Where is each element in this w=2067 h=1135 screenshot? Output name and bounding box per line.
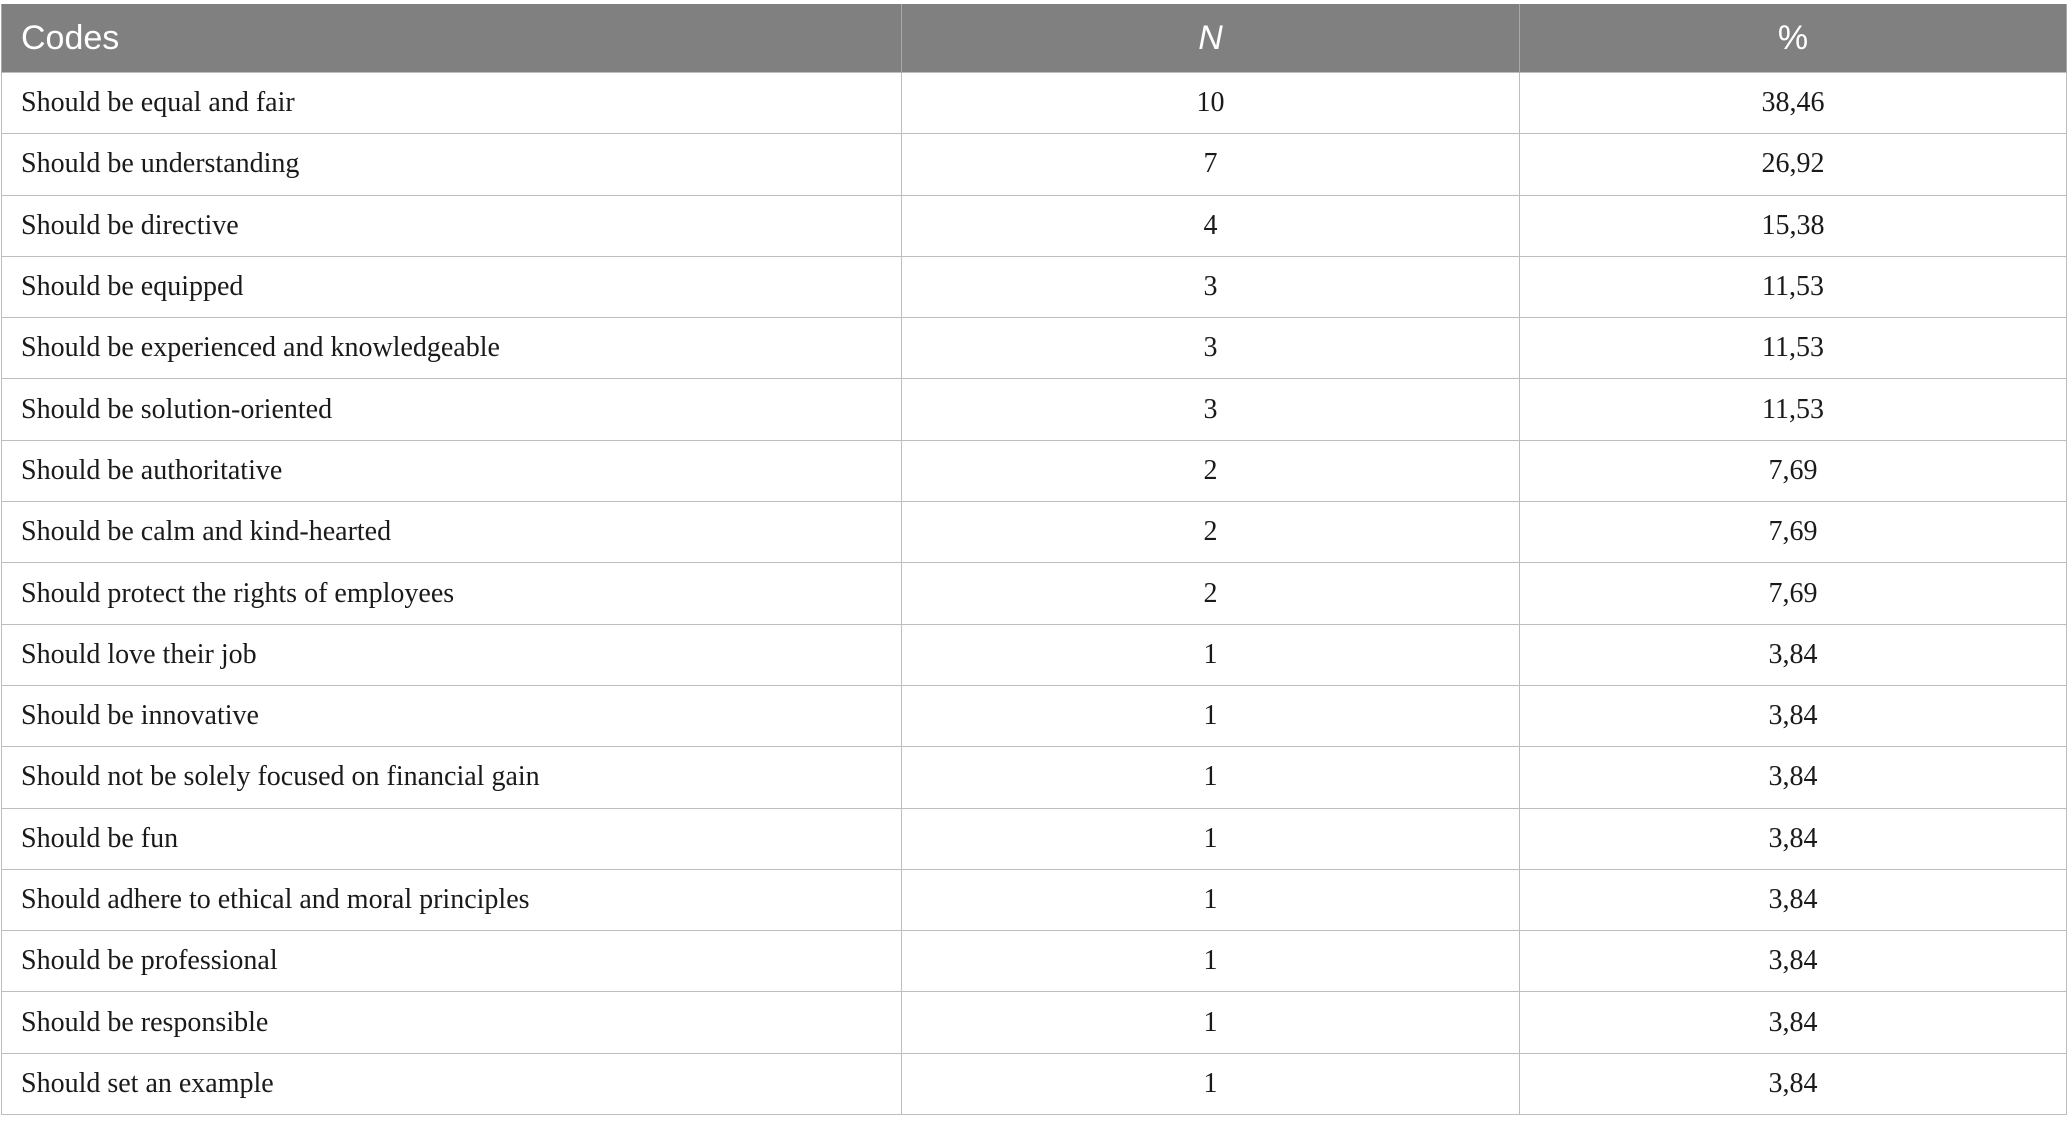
cell-code: Should be calm and kind-hearted [2, 502, 902, 563]
header-row [2, 4, 2067, 73]
table-row [2, 992, 2067, 1053]
table-row [2, 685, 2067, 746]
cell-n: 2 [902, 502, 1520, 563]
cell-code: Should be equal and fair [2, 73, 902, 134]
cell-n: 1 [902, 1053, 1520, 1114]
table-body [2, 73, 2067, 1115]
table-row [2, 563, 2067, 624]
cell-code: Should be professional [2, 931, 902, 992]
cell-code: Should be understanding [2, 134, 902, 195]
cell-n: 2 [902, 563, 1520, 624]
cell-n: 1 [902, 685, 1520, 746]
cell-code: Should set an example [2, 1053, 902, 1114]
cell-code: Should be directive [2, 195, 902, 256]
cell-code: Should protect the rights of employees [2, 563, 902, 624]
table-row [2, 256, 2067, 317]
header-codes: Codes [2, 4, 902, 73]
cell-n: 1 [902, 931, 1520, 992]
cell-code: Should love their job [2, 624, 902, 685]
table-row [2, 73, 2067, 134]
cell-n: 3 [902, 256, 1520, 317]
cell-n: 1 [902, 808, 1520, 869]
cell-percent: 3,84 [1520, 992, 2067, 1053]
table-row [2, 808, 2067, 869]
cell-code: Should adhere to ethical and moral principles [2, 869, 902, 930]
cell-n: 3 [902, 379, 1520, 440]
table-row [2, 931, 2067, 992]
table-row [2, 134, 2067, 195]
cell-percent: 11,53 [1520, 256, 2067, 317]
cell-n: 7 [902, 134, 1520, 195]
cell-code: Should be fun [2, 808, 902, 869]
table-row [2, 747, 2067, 808]
cell-percent: 7,69 [1520, 440, 2067, 501]
cell-percent: 3,84 [1520, 808, 2067, 869]
codes-table-container [1, 4, 2066, 1115]
table-row [2, 502, 2067, 563]
cell-n: 4 [902, 195, 1520, 256]
cell-code: Should be solution-oriented [2, 379, 902, 440]
cell-n: 1 [902, 869, 1520, 930]
cell-code: Should be authoritative [2, 440, 902, 501]
cell-n: 10 [902, 73, 1520, 134]
cell-code: Should be experienced and knowledgeable [2, 318, 902, 379]
codes-table [1, 4, 2067, 1115]
cell-percent: 3,84 [1520, 869, 2067, 930]
cell-percent: 11,53 [1520, 318, 2067, 379]
cell-percent: 3,84 [1520, 747, 2067, 808]
cell-n: 3 [902, 318, 1520, 379]
cell-code: Should be responsible [2, 992, 902, 1053]
table-row [2, 440, 2067, 501]
cell-n: 1 [902, 992, 1520, 1053]
table-row [2, 195, 2067, 256]
cell-percent: 15,38 [1520, 195, 2067, 256]
cell-percent: 3,84 [1520, 685, 2067, 746]
cell-percent: 7,69 [1520, 563, 2067, 624]
cell-percent: 3,84 [1520, 1053, 2067, 1114]
cell-n: 1 [902, 624, 1520, 685]
table-header [2, 4, 2067, 73]
cell-n: 1 [902, 747, 1520, 808]
table-row [2, 869, 2067, 930]
cell-percent: 11,53 [1520, 379, 2067, 440]
cell-percent: 7,69 [1520, 502, 2067, 563]
cell-percent: 26,92 [1520, 134, 2067, 195]
cell-percent: 3,84 [1520, 624, 2067, 685]
table-row [2, 1053, 2067, 1114]
header-percent: % [1520, 4, 2067, 73]
cell-code: Should not be solely focused on financial gain [2, 747, 902, 808]
cell-code: Should be equipped [2, 256, 902, 317]
table-row [2, 624, 2067, 685]
cell-percent: 3,84 [1520, 931, 2067, 992]
cell-code: Should be innovative [2, 685, 902, 746]
table-row [2, 318, 2067, 379]
cell-n: 2 [902, 440, 1520, 501]
header-n: N [902, 4, 1520, 73]
table-row [2, 379, 2067, 440]
cell-percent: 38,46 [1520, 73, 2067, 134]
